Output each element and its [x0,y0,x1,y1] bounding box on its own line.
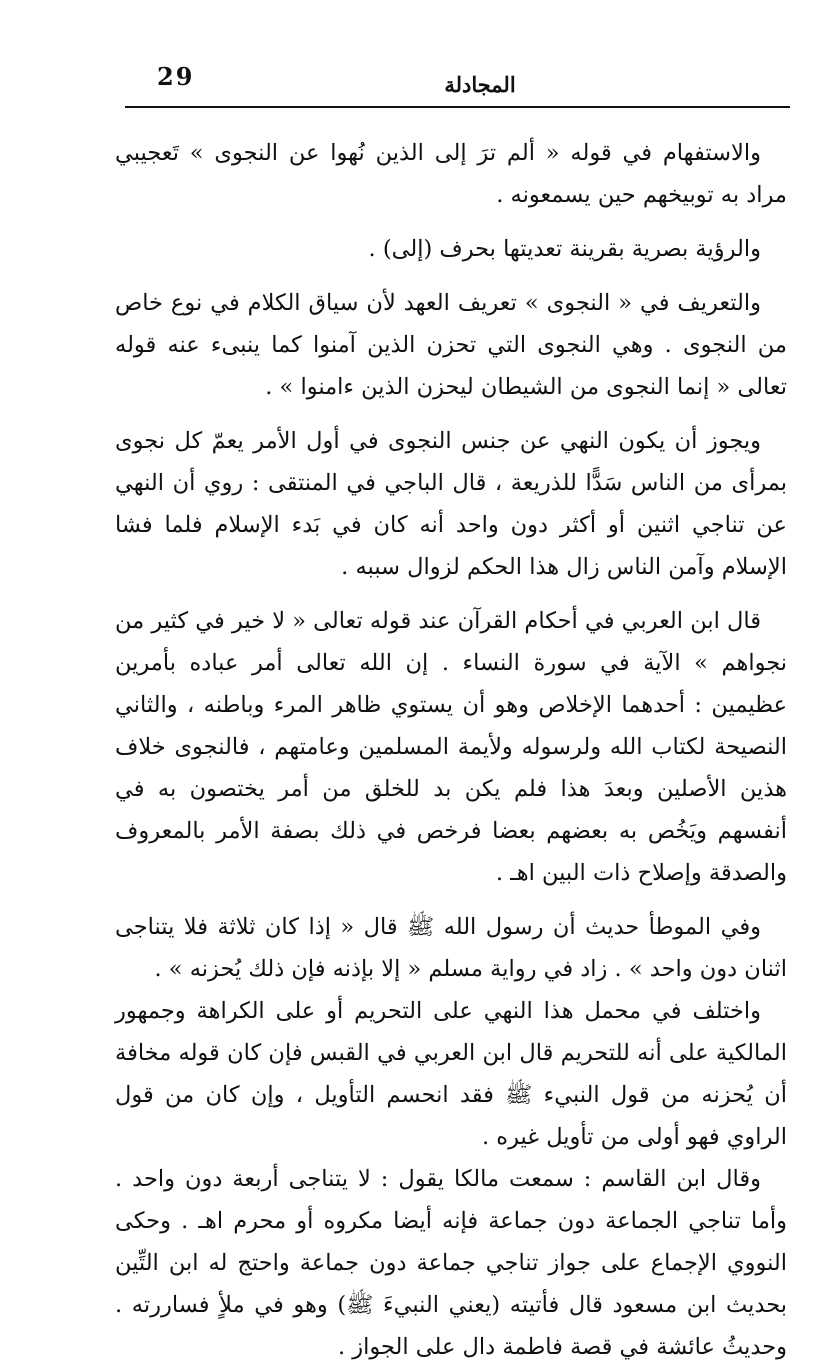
paragraph-muwatta: وفي الموطأ حديث أن رسول الله ﷺ قال « إذا كان ثلاثة فلا يتناجى اثنان دون واحد » . زاد في رواية مسلم « إلا بإذنه فإن ذلك يُحزنه » . [115,914,787,982]
paragraph-ibn-qasim: وقال ابن القاسم : سمعت مالكا يقول : لا يتناجى أربعة دون واحد . وأما تناجي الجماعة دون جماعة فإنه أيضا مكروه أو محرم اهـ . وحكى النووي الإجماع على جواز تناجي جماعة دون جماعة واحتج له ابن التِّين بحديث ابن مسعود قال فأتيته (يعني النبيءَ ﷺ) وهو في ملأٍ فساررته . وحديثُ عائشة في قصة فاطمة دال على الجواز . [115,1166,787,1360]
paragraph-jawaz: ويجوز أن يكون النهي عن جنس النجوى في أول الأمر يعمّ كل نجوى بمرأى من الناس سَدًّا للذريعة ، قال الباجي في المنتقى : روي أن النهي عن تناجي اثنين أو أكثر دون واحد أنه كان في بَدء الإسلام فلما فشا الإسلام وآمن الناس زال هذا الحكم لزوال سببه . [115,428,787,580]
paragraph-istifham: والاستفهام في قوله « ألم ترَ إلى الذين نُهوا عن النجوى » تَعجيبي مراد به توبيخهم حين يسمعونه . [115,140,787,208]
body-text [115,132,787,1368]
paragraph-tarif: والتعريف في « النجوى » تعريف العهد لأن سياق الكلام في نوع خاص من النجوى . وهي النجوى التي تحزن الذين آمنوا كما ينبىء عنه قوله تعالى « إنما النجوى من الشيطان ليحزن الذين ءامنوا » . [115,290,787,400]
paragraph-ibn-arabi: قال ابن العربي في أحكام القرآن عند قوله تعالى « لا خير في كثير من نجواهم » الآية في سورة النساء . إن الله تعالى أمر عباده بأمرين عظيمين : أحدهما الإخلاص وهو أن يستوي ظاهر المرء وباطنه ، والثاني النصيحة لكتاب الله ولرسوله ولأيمة المسلمين وعامتهم ، فالنجوى خلاف هذين الأصلين وبعدَ هذا فلم يكن بد للخلق من أمر يختصون به في أنفسهم ويَخُص به بعضهم بعضا فرخص في ذلك بصفة الأمر بالمعروف والصدقة وإصلاح ذات البين اهـ . [115,608,788,886]
running-title: المجادلة [444,72,516,97]
page-header [125,58,790,108]
page-number: 29 [157,62,195,91]
paragraph-ruya: والرؤية بصرية بقرينة تعديتها بحرف (إلى) . [368,236,761,262]
paragraph-ikhtilaf: واختلف في محمل هذا النهي على التحريم أو على الكراهة وجمهور المالكية على أنه للتحريم قال ابن العربي في القبس فإن كان قوله مخافة أن يُحزنه من قول النبيء ﷺ فقد انحسم التأويل ، وإن كان من قول الراوي فهو أولى من تأويل غيره . [115,998,787,1150]
